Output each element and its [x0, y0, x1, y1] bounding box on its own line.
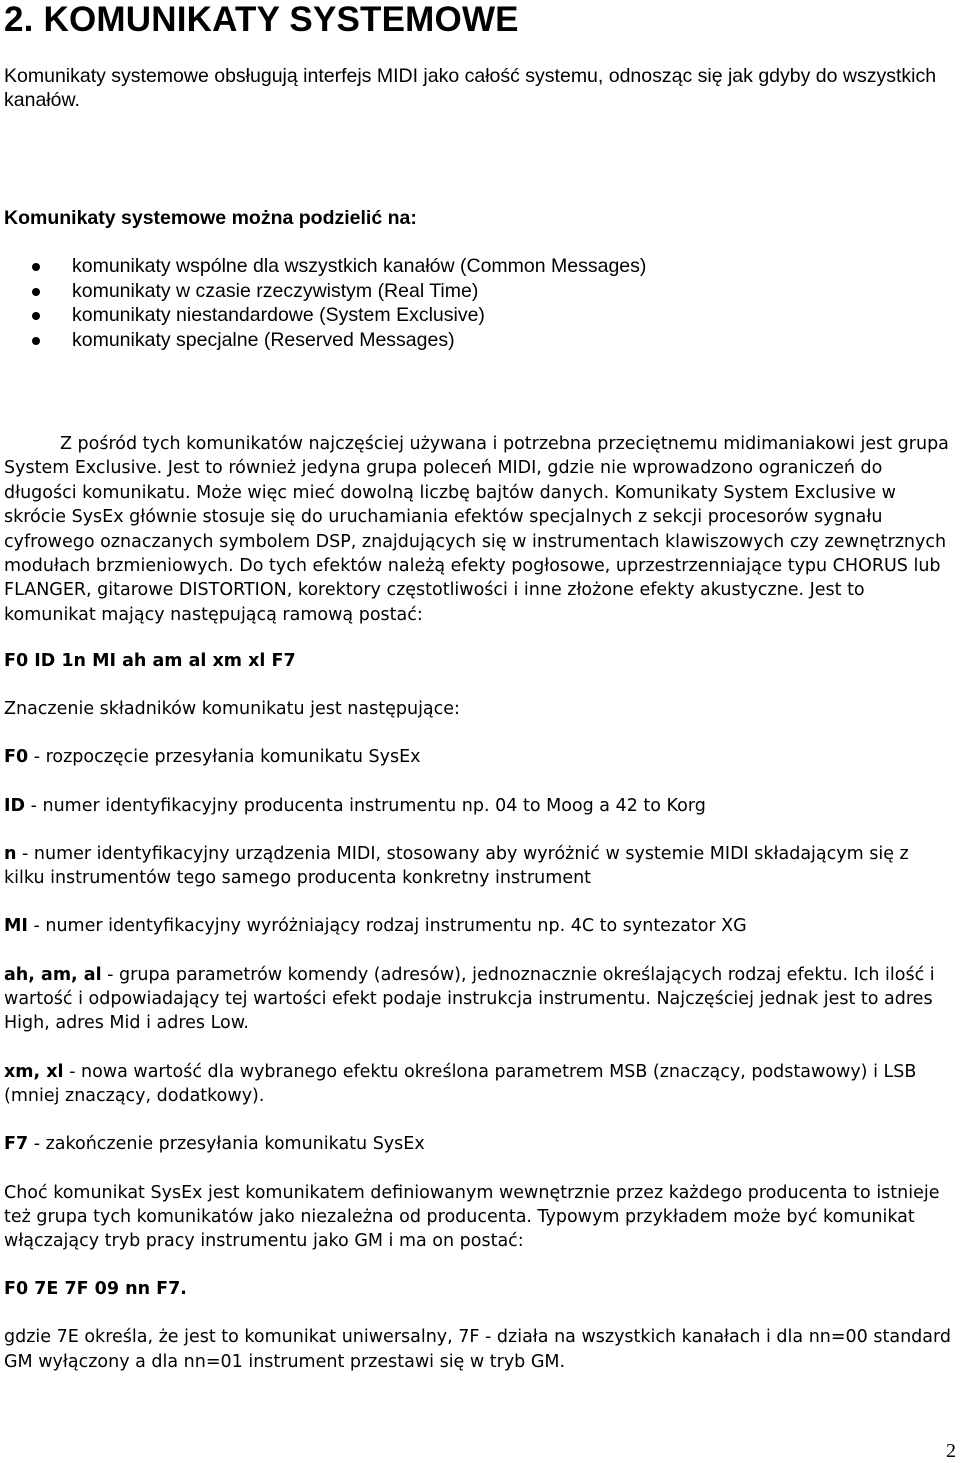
intro-paragraph: Komunikaty systemowe obsługują interfejs MIDI jako całość systemu, odnosząc się jak gdyby do wszystkich kanałów.	[4, 65, 937, 111]
definition-id	[4, 794, 954, 818]
definition-text: - numer identyfikacyjny urządzenia MIDI, stosowany aby wyróżnić w systemie MIDI składającym się z kilku instrumentów tego samego producenta konkretny instrument	[4, 843, 909, 889]
section-heading: 2. KOMUNIKATY SYSTEMOWE	[4, 0, 519, 39]
meaning-heading: Znaczenie składników komunikatu jest następujące:	[4, 699, 460, 720]
list-item: komunikaty wspólne dla wszystkich kanałów (Common Messages)	[4, 254, 954, 279]
definition-term: MI	[4, 916, 28, 937]
sysex-paragraph: Z pośród tych komunikatów najczęściej używana i potrzebna przeciętnemu midimaniakowi jest grupa System Exclusive. Jest to również jedyna grupa poleceń MIDI, gdzie nie wprowadzono ograniczeń do długości komunikatu. Może więc mieć dowolną liczbę bajtów danych. Komunikaty System Exclusive w skrócie SysEx głównie stosuje się do uruchamiania efektów specjalnych z sekcji procesorów sygnału cyfrowego oznaczanych symbolem DSP, znajdujących się w instrumentach klawiszowych czy zewnętrznych modułach brzmieniowych. Do tych efektów należą efekty pogłosowe, uprzestrzenniające typu CHORUS lub FLANGER, gitarowe DISTORTION, korektory częstotliwości i inne złożone efekty akustyczne. Jest to komunikat mający następującą ramową postać:	[4, 434, 949, 625]
definition-term: ah, am, al	[4, 964, 102, 985]
definition-f0	[4, 745, 954, 769]
definition-text: - numer identyfikacyjny wyróżniający rodzaj instrumentu np. 4C to syntezator XG	[27, 916, 747, 937]
definition-f7	[4, 1132, 954, 1156]
list-item: komunikaty specjalne (Reserved Messages)	[4, 328, 954, 353]
definition-term: ID	[4, 795, 26, 816]
definition-text: - rozpoczęcie przesyłania komunikatu SysEx	[28, 747, 421, 768]
definition-n	[4, 842, 954, 891]
frame-format: F0 ID 1n MI ah am al xm xl F7	[4, 651, 296, 672]
definition-text: - zakończenie przesyłania komunikatu SysEx	[28, 1134, 425, 1155]
page-number: 2	[946, 1440, 956, 1462]
document-page	[4, 0, 954, 1374]
gm-explanation: gdzie 7E określa, że jest to komunikat uniwersalny, 7F - działa na wszystkich kanałach i dla nn=00 standard GM wyłączony a dla nn=01 instrument przestawi się w tryb GM.	[4, 1327, 951, 1372]
definition-address	[4, 963, 954, 1036]
list-item: komunikaty niestandardowe (System Exclusive)	[4, 303, 954, 328]
gm-example: F0 7E 7F 09 nn F7.	[4, 1279, 187, 1300]
definition-term: F7	[4, 1134, 29, 1155]
division-heading: Komunikaty systemowe można podzielić na:	[4, 207, 417, 229]
definition-text: - nowa wartość dla wybranego efektu określona parametrem MSB (znaczący, podstawowy) i LSB (mniej znaczący, dodatkowy).	[4, 1061, 917, 1106]
message-types-list	[4, 254, 954, 352]
definition-text: - grupa parametrów komendy (adresów), jednoznacznie określających rodzaj efektu. Ich ilość i wartość i odpowiadający tej wartości efekt podaje instrukcja instrumentu. Najczęściej jednak jest to adres High, adres Mid i adres Low.	[4, 964, 935, 1034]
definition-mi	[4, 914, 954, 938]
list-item: komunikaty w czasie rzeczywistym (Real Time)	[4, 279, 954, 304]
definition-value	[4, 1060, 954, 1109]
definition-term: F0	[4, 747, 29, 768]
closing-paragraph: Choć komunikat SysEx jest komunikatem definiowanym wewnętrznie przez każdego producenta to istnieje też grupa tych komunikatów jako niezależna od producenta. Typowym przykładem może być komunikat włączający tryb pracy instrumentu jako GM i ma on postać:	[4, 1182, 940, 1252]
definition-term: n	[4, 843, 17, 864]
definition-term: xm, xl	[4, 1061, 64, 1082]
definition-text: - numer identyfikacyjny producenta instrumentu np. 04 to Moog a 42 to Korg	[25, 795, 706, 816]
